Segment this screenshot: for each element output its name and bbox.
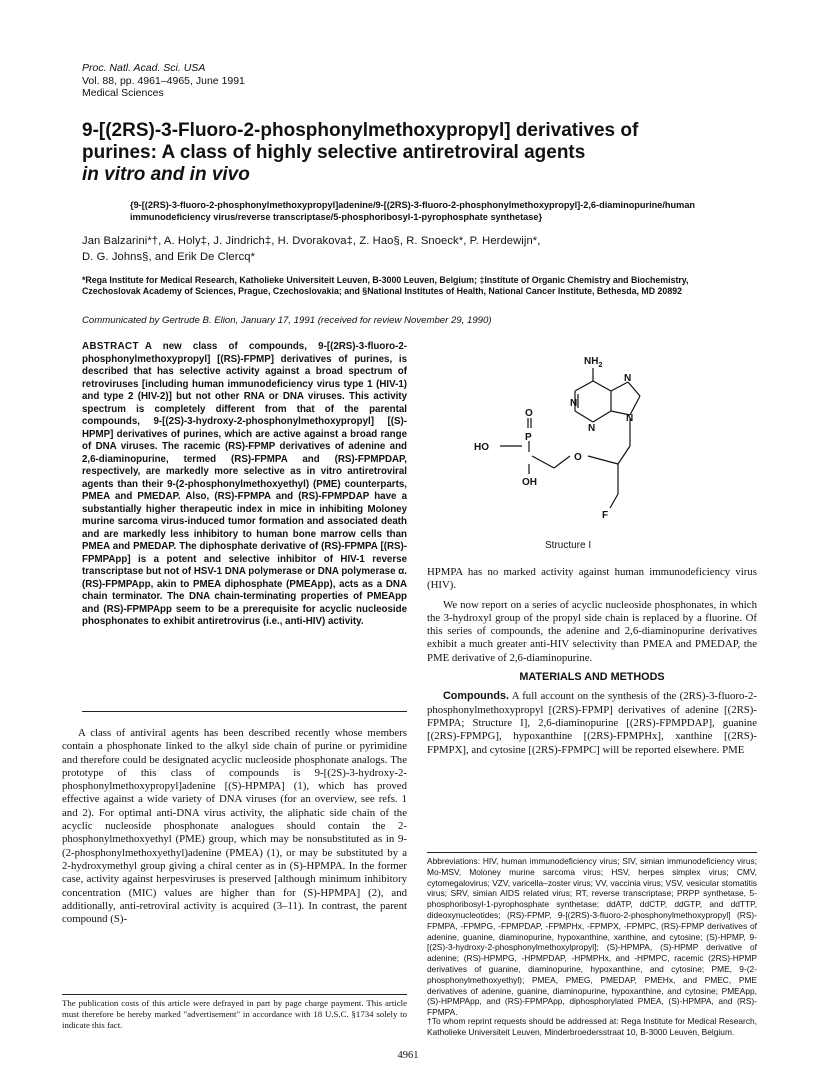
intro-paragraph: [62, 727, 407, 926]
abbreviations-footnote: Abbreviations: HIV, human immunodeficiency virus; SIV, simian immunodeficiency virus; Mo-MSV, Moloney murine sarcoma virus; HSV, herpes simplex virus; CMV, cytomegalovirus; VZV, varicella–zoster virus; VV, vaccinia virus; VSV, vesicular stomatitis virus; SRV, simian AIDS related virus; RT, reverse transcriptase; PRPP synthetase, 5-phosphoribosyl-1-pyrophosphate synthetase; ddATP, ddCTP, ddGTP, and ddTTP, dideoxynucleotides; (RS)-FPMP, 9-[(2RS)-3-fluoro-2-phosphonylmethoxypropyl] (RS)-FPMPA, -FPMPG, -FPMPDAP, -FPMPHx, -FPMPX, -FPMPC, (RS)-FPMP derivatives of adenine, guanine, diaminopurine, hypoxanthine, xanthine, and cytosine; (S)-HPMP, 9-[(2S)-3-hydroxy-2-phosphonylmethoxylpropyl]; (S)-HPMPA, (S)-HPMP derivative of adenine; (RS)-HPMPG, -HPMPDAP, -HPMPHx, and -HPMPC, racemic (2RS)-HPMP derivatives of guanine, diaminopurine, hypoxanthine, and cytosine; PME, 9-(2-phosphonylmethoxyethyl); PMEA, PMEG, PMEDAP, PMEHx, and PMEC, PME derivatives of adenine, guanine, diaminopurine, hypoxanthine, and cytosine; PMEApp, (S)-HPMPApp, and (RS)-FPMPApp, diphosphorylated PMEA, (S)-HPMPA, and (RS)-FPMPA.: [427, 856, 757, 1018]
affiliations: *Rega Institute for Medical Research, Katholieke Universiteit Leuven, B-3000 Leuven, Belgium; ‡Institute of Organic Chemistry and Biochemistry, Czechoslovak Academy of Sciences, Prague, Czechoslovakia; and §National Institutes of Health, National Cancer Institute, Bethesda, MD 20892: [82, 275, 689, 296]
structure-bonds: [500, 368, 640, 508]
intro-text: A class of antiviral agents has been described recently whose members contain a phosphonate linked to the alkyl side chain of purine or pyrimidine and therefore could be designated acyclic nucleoside phosphonate analogs. The prototype of this class of compounds is 9-[(2S)-3-hydroxy-2-phosphonylmethoxypropyl]adenine [(S)-HPMPA] (1), which has proved effective against a wide variety of DNA viruses (for an overview, see refs. 1 and 2). For optimal anti-DNA virus activity, the aliphatic side chain of the acyclic nucleoside phosphonate analogues should contain the 2-phosphonylmethoxyethyl (PME) group, which may be nonsubstituted as in 9-(2-phosphonylmethoxyethyl)adenine (PMEA) (1), or may be substituted by a 2-hydroxymethyl group giving a chiral center as in (S)-HPMPA. In the former case, activity against herpesviruses is preserved [although minimum inhibitory concentration (MIC) values are higher than for (S)-HPMPA] (2), and additionally, anti-retroviral activity is acquired (3–11). In contrast, the parent compound (S)-: [62, 727, 407, 926]
journal-name: Proc. Natl. Acad. Sci. USA: [82, 62, 206, 74]
title-line-2: purines: A class of highly selective antiretroviral agents: [82, 142, 586, 163]
article-title: [82, 120, 742, 186]
journal-volume: Vol. 88, pp. 4961–4965, June 1991: [82, 74, 245, 87]
authors-line-2: D. G. Johns§, and Erik De Clercq*: [82, 250, 256, 263]
n7-label: N: [624, 373, 632, 384]
n9-label: N: [626, 413, 634, 424]
title-line-1: 9-[(2RS)-3-Fluoro-2-phosphonylmethoxypropyl] derivatives of: [82, 120, 639, 141]
abstract-label: ABSTRACT: [82, 341, 139, 352]
reprint-footnote: †To whom reprint requests should be addressed at: Rega Institute for Medical Research, Katholieke Universiteit Leuven, Minderbroedersstraat 10, B-3000 Leuven, Belgium.: [427, 1016, 757, 1037]
communicated-by: Communicated by Gertrude B. Elion, January 17, 1991 (received for review November 29, 1990): [82, 315, 492, 326]
page-number: 4961: [397, 1050, 419, 1061]
ether-oxygen-label: O: [574, 452, 582, 463]
abstract-divider: [82, 711, 407, 712]
oh-label: OH: [522, 477, 537, 488]
n1-label: N: [570, 398, 578, 409]
materials-methods-heading: MATERIALS AND METHODS: [519, 671, 665, 684]
journal-section: Medical Sciences: [82, 87, 164, 99]
keywords: {9-[(2RS)-3-fluoro-2-phosphonylmethoxypropyl]adenine/9-[(2RS)-3-fluoro-2-phosphonylmethoxypropyl]-2,6-diaminopurine/human immunodeficiency virus/reverse transcriptase/5-phosphoribosyl-1-pyrophosphate synthetase}: [130, 200, 696, 222]
compounds-paragraph: [427, 690, 757, 756]
right-column-body: [427, 566, 757, 763]
authors-line-1: Jan Balzarini*†, A. Holy‡, J. Jindrich‡, H. Dvorakova‡, Z. Hao§, R. Snoeck*, P. Herdewijn*,: [82, 235, 541, 247]
abbreviations-divider: [427, 852, 757, 853]
nh2-label: $NH_2$: [584, 356, 603, 369]
authors: [82, 234, 742, 265]
structure-caption: Structure I: [545, 540, 592, 551]
ho-label: HO: [474, 442, 489, 453]
structure-diagram: [470, 336, 690, 551]
journal-header: [82, 62, 245, 100]
title-line-3: in vitro and in vivo: [82, 164, 250, 185]
phosphorus-label: P: [525, 432, 532, 443]
right-paragraph-2: We now report on a series of acyclic nucleoside phosphonates, in which the 3-hydroxyl group of the propyl side chain is replaced by a fluorine. Of this series of compounds, the adenine and 2,6-diaminopurine derivatives exhibit a much greater anti-HIV selectivity than PMEA and PMEDAP, the PME derivative of 2,6-diaminopurine.: [427, 598, 757, 664]
abstract-text: A new class of compounds, 9-[(2RS)-3-fluoro-2-phosphonylmethoxypropyl] [(RS)-FPMP] derivatives of purines, is described that has selective activity against a broad spectrum of retroviruses [including human immunodeficiency virus type 1 (HIV-1) and type 2 (HIV-2)] but not other RNA or DNA viruses. This activity spectrum is completely different from that of the parental compounds, 9-[(2S)-3-hydroxy-2-phosphonylmethoxypropyl] [(S)-HPMP] derivatives of purines, which are active against a broad range of DNA viruses. The racemic (RS)-FPMP derivatives of adenine and 2,6-diaminopurine, termed (RS)-FPMPA and (RS)-FPMPDAP, respectively, are markedly more selective as in vitro antiretroviral agents than their 9-(2-phosphonylmethoxyethyl) (PME) counterparts, PMEA and PMEDAP. Also, (RS)-FPMPA and (RS)-FPMPDAP have a substantially higher therapeutic index in mice in inhibiting Moloney murine sarcoma virus-induced tumor formation and associated death and are markedly less inhibitory to human bone marrow cells than PMEA and PMEDAP. The diphosphate derivative of (RS)-FPMPA [(RS)-FPMPApp] is a potent and selective inhibitor of HIV-1 reverse transcriptase but not of HSV-1 DNA polymerase or DNA polymerase α. (RS)-FPMPApp, akin to PMEA diphosphate (PMEApp), acts as a DNA chain terminator. The DNA chain-terminating properties of PMEApp and (RS)-FPMPApp seem to be a prerequisite for acyclic nucleoside phosphonates to exhibit antiretrovirus (i.e., anti-HIV) activity.: [82, 341, 407, 627]
fluorine-label: F: [602, 510, 609, 521]
compounds-label: Compounds.: [443, 690, 509, 703]
oxo-label: O: [525, 408, 533, 419]
compounds-text: A full account on the synthesis of the (2RS)-3-fluoro-2-phosphonylmethoxypropyl [(2RS)-FPMP] derivatives of adenine [(2RS)-FPMPA; Structure I], 2,6-diaminopurine [(2RS)-FPMPDAP], guanine [(2RS)-FPMPG], hypoxanthine [(2RS)-FPMPHx], xanthine [(2RS)-FPMPX], and cytosine [(2RS)-FPMPC] will be reported elsewhere. PME: [427, 690, 758, 756]
publication-cost-footnote: The publication costs of this article were defrayed in part by page charge payment. This article must therefore be hereby marked "advertisement" in accordance with 18 U.S.C. §1734 solely to indicate this fact.: [62, 998, 407, 1030]
n3-label: N: [588, 423, 596, 434]
footnote-divider: [62, 994, 407, 995]
abstract: [82, 341, 407, 629]
right-paragraph-1: HPMPA has no marked activity against human immunodeficiency virus (HIV).: [427, 566, 757, 592]
